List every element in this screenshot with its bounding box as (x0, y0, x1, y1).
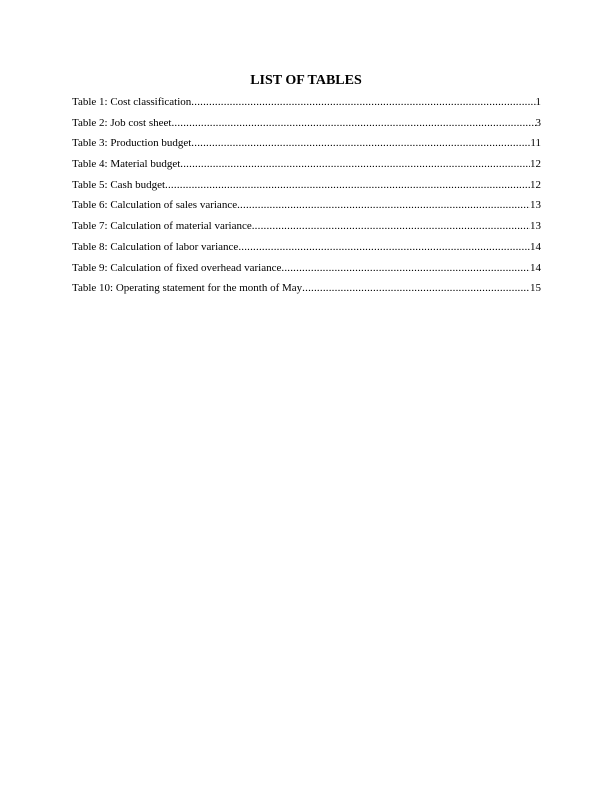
toc-dot-leader (180, 157, 530, 171)
toc-entry-page-number: 15 (530, 282, 541, 295)
toc-dot-leader (191, 95, 535, 109)
toc-entry-label: Table 3: Production budget (72, 137, 192, 150)
toc-entry-label: Table 2: Job cost sheet (72, 116, 172, 129)
toc-entry[interactable] (72, 261, 541, 282)
toc-dot-leader (191, 136, 530, 150)
page-title: LIST OF TABLES (250, 73, 362, 88)
toc-entry[interactable] (72, 240, 541, 261)
toc-entry-label: Table 6: Calculation of sales variance (72, 199, 238, 212)
toc-entry-label: Table 5: Cash budget (72, 178, 166, 191)
toc-entry-page-number: 1 (535, 96, 541, 108)
toc-dot-leader (302, 281, 530, 295)
toc-entry-page-number: 12 (530, 178, 541, 191)
toc-dot-leader (171, 116, 535, 130)
toc-entry[interactable] (72, 116, 541, 137)
toc-entry-label: Table 9: Calculation of fixed overhead variance (72, 261, 282, 274)
toc-entry-page-number: 13 (530, 199, 541, 212)
toc-entry-page-number: 12 (530, 158, 541, 171)
toc-entry[interactable] (72, 157, 541, 178)
toc-dot-leader (237, 198, 530, 212)
toc-entry-page-number: 3 (535, 116, 541, 129)
toc-entry[interactable] (72, 219, 541, 240)
toc-entry-page-number: 14 (530, 261, 541, 274)
toc-entry[interactable] (72, 95, 541, 116)
toc-entry-label: Table 10: Operating statement for the month of May (72, 282, 303, 295)
toc-dot-leader (238, 240, 530, 254)
toc-entry[interactable] (72, 198, 541, 219)
toc-dot-leader (281, 261, 530, 275)
toc-dot-leader (165, 178, 530, 192)
toc-dot-leader (252, 219, 530, 233)
toc-entry[interactable] (72, 136, 541, 157)
toc-entry-page-number: 13 (530, 220, 541, 233)
toc-entry-label: Table 1: Cost classification (72, 96, 192, 108)
toc-entry-label: Table 7: Calculation of material variance (72, 220, 252, 233)
toc-entry[interactable] (72, 178, 541, 199)
toc-entry-label: Table 8: Calculation of labor variance (72, 240, 239, 253)
toc-entry-label: Table 4: Material budget (72, 158, 181, 171)
toc-entry-page-number: 11 (530, 137, 541, 150)
toc-entry-page-number: 14 (530, 240, 541, 253)
toc-entry[interactable] (72, 281, 541, 302)
list-of-tables (72, 95, 541, 302)
